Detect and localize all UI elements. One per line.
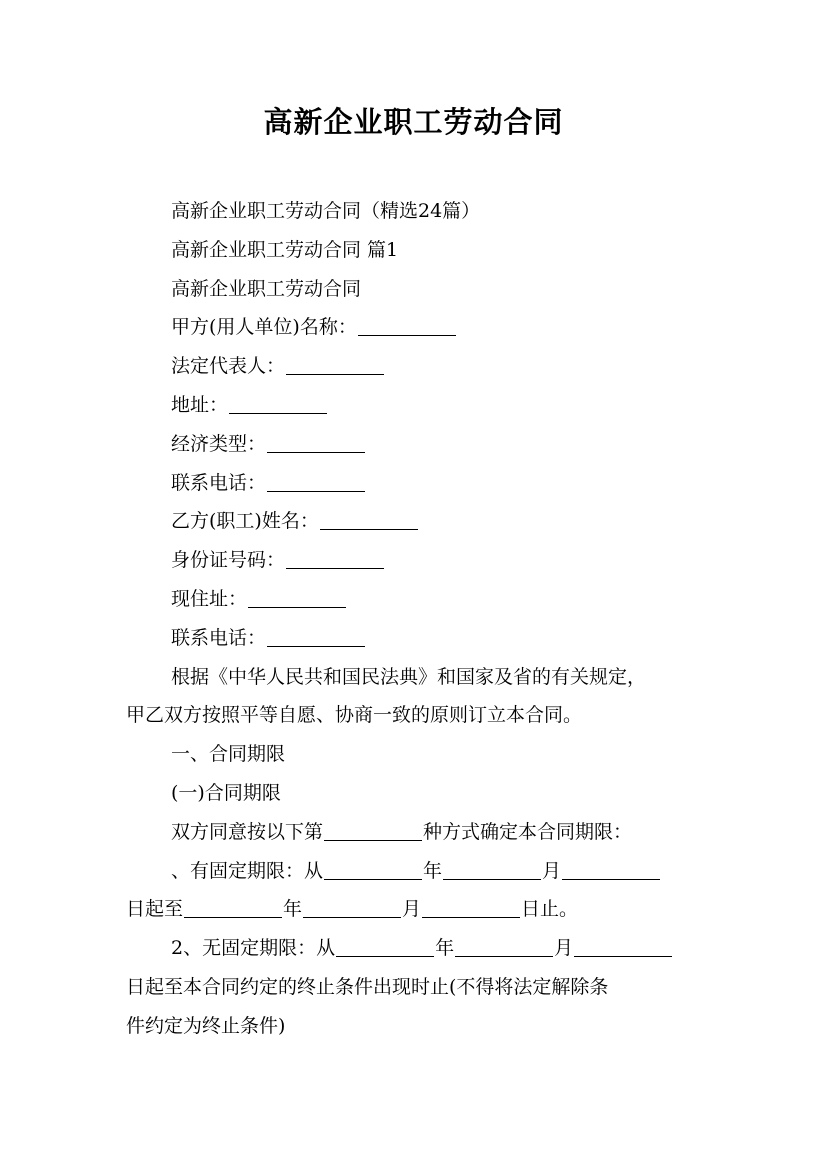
open-term-text-b: 日起至本合同约定的终止条件出现时止(不得将法定解除条	[126, 975, 609, 998]
fixed-term-start-year-blank[interactable]	[324, 859, 422, 880]
fixed-term-line-2	[126, 890, 706, 929]
open-term-text-a: 2、无固定期限：从	[171, 937, 336, 960]
fixed-term-month-label: 月	[542, 859, 562, 882]
economic-type-blank[interactable]	[267, 432, 365, 453]
legal-representative-line	[126, 347, 706, 386]
open-term-start-year-blank[interactable]	[336, 936, 434, 957]
party-a-phone-line	[126, 464, 706, 503]
economic-type-label: 经济类型：	[171, 432, 267, 455]
party-a-name-blank[interactable]	[358, 315, 456, 336]
open-term-start-month-blank[interactable]	[455, 936, 553, 957]
address-line	[126, 386, 706, 425]
open-term-year-label: 年	[435, 937, 455, 960]
fixed-term-end-year-label: 年	[283, 898, 303, 921]
term-method-text-a: 双方同意按以下第	[171, 820, 324, 843]
current-address-label: 现住址：	[171, 587, 248, 610]
clause-one-heading-line	[126, 735, 706, 774]
fixed-term-end-text: 日止。	[521, 898, 579, 921]
address-blank[interactable]	[229, 393, 327, 414]
economic-type-line	[126, 425, 706, 464]
basis-paragraph-text-1: 根据《中华人民共和国民法典》和国家及省的有关规定，	[171, 665, 647, 688]
open-term-line-3	[126, 1007, 706, 1046]
open-term-text-c: 件约定为终止条件)	[126, 1014, 286, 1037]
subtitle-text: 高新企业职工劳动合同（精选24篇）	[171, 200, 481, 222]
fixed-term-start-day-blank[interactable]	[562, 859, 660, 880]
id-number-blank[interactable]	[286, 548, 384, 569]
fixed-term-year-label: 年	[423, 859, 443, 882]
section-heading-line	[126, 231, 706, 270]
contract-name-text: 高新企业职工劳动合同	[171, 277, 362, 300]
basis-paragraph-text-2: 甲乙双方按照平等自愿、协商一致的原则订立本合同。	[126, 704, 583, 727]
clause-one-heading: 一、合同期限	[171, 743, 286, 766]
open-term-month-label: 月	[554, 937, 574, 960]
party-a-name-label: 甲方(用人单位)名称：	[171, 316, 357, 339]
fixed-term-text-b: 日起至	[126, 898, 184, 921]
id-number-label: 身份证号码：	[171, 549, 286, 572]
term-method-blank[interactable]	[324, 820, 422, 841]
current-address-blank[interactable]	[248, 587, 346, 608]
subtitle-line	[126, 192, 706, 231]
legal-representative-blank[interactable]	[286, 354, 384, 375]
fixed-term-start-month-blank[interactable]	[443, 859, 541, 880]
open-term-line-1	[126, 929, 706, 968]
open-term-line-2	[126, 968, 706, 1007]
fixed-term-text-a: 、有固定期限：从	[171, 859, 324, 882]
party-a-phone-blank[interactable]	[267, 471, 365, 492]
legal-representative-label: 法定代表人：	[171, 355, 286, 378]
id-number-line	[126, 541, 706, 580]
open-term-start-day-blank[interactable]	[574, 936, 672, 957]
fixed-term-end-month-label: 月	[402, 898, 422, 921]
party-b-phone-blank[interactable]	[267, 626, 365, 647]
party-a-phone-label: 联系电话：	[171, 471, 267, 494]
basis-paragraph-line-2	[126, 696, 706, 735]
fixed-term-end-month-blank[interactable]	[303, 897, 401, 918]
fixed-term-line-1	[126, 852, 706, 891]
basis-paragraph-line-1	[126, 658, 706, 697]
party-b-name-line	[126, 502, 706, 541]
contract-name-line	[126, 270, 706, 309]
address-label: 地址：	[171, 393, 229, 416]
fixed-term-end-day-blank[interactable]	[422, 897, 520, 918]
party-b-phone-label: 联系电话：	[171, 626, 267, 649]
party-a-name-line	[126, 308, 706, 347]
clause-one-sub-heading: (一)合同期限	[171, 781, 281, 804]
clause-one-sub-heading-line	[126, 774, 706, 813]
party-b-phone-line	[126, 619, 706, 658]
current-address-line	[126, 580, 706, 619]
fixed-term-end-year-blank[interactable]	[184, 897, 282, 918]
party-b-name-label: 乙方(职工)姓名：	[171, 510, 319, 533]
party-b-name-blank[interactable]	[320, 509, 418, 530]
document-body	[126, 192, 706, 1046]
term-method-line	[126, 813, 706, 852]
document-title: 高新企业职工劳动合同	[263, 105, 564, 139]
section-heading-text: 高新企业职工劳动合同 篇1	[171, 238, 399, 261]
term-method-text-b: 种方式确定本合同期限：	[423, 820, 633, 843]
